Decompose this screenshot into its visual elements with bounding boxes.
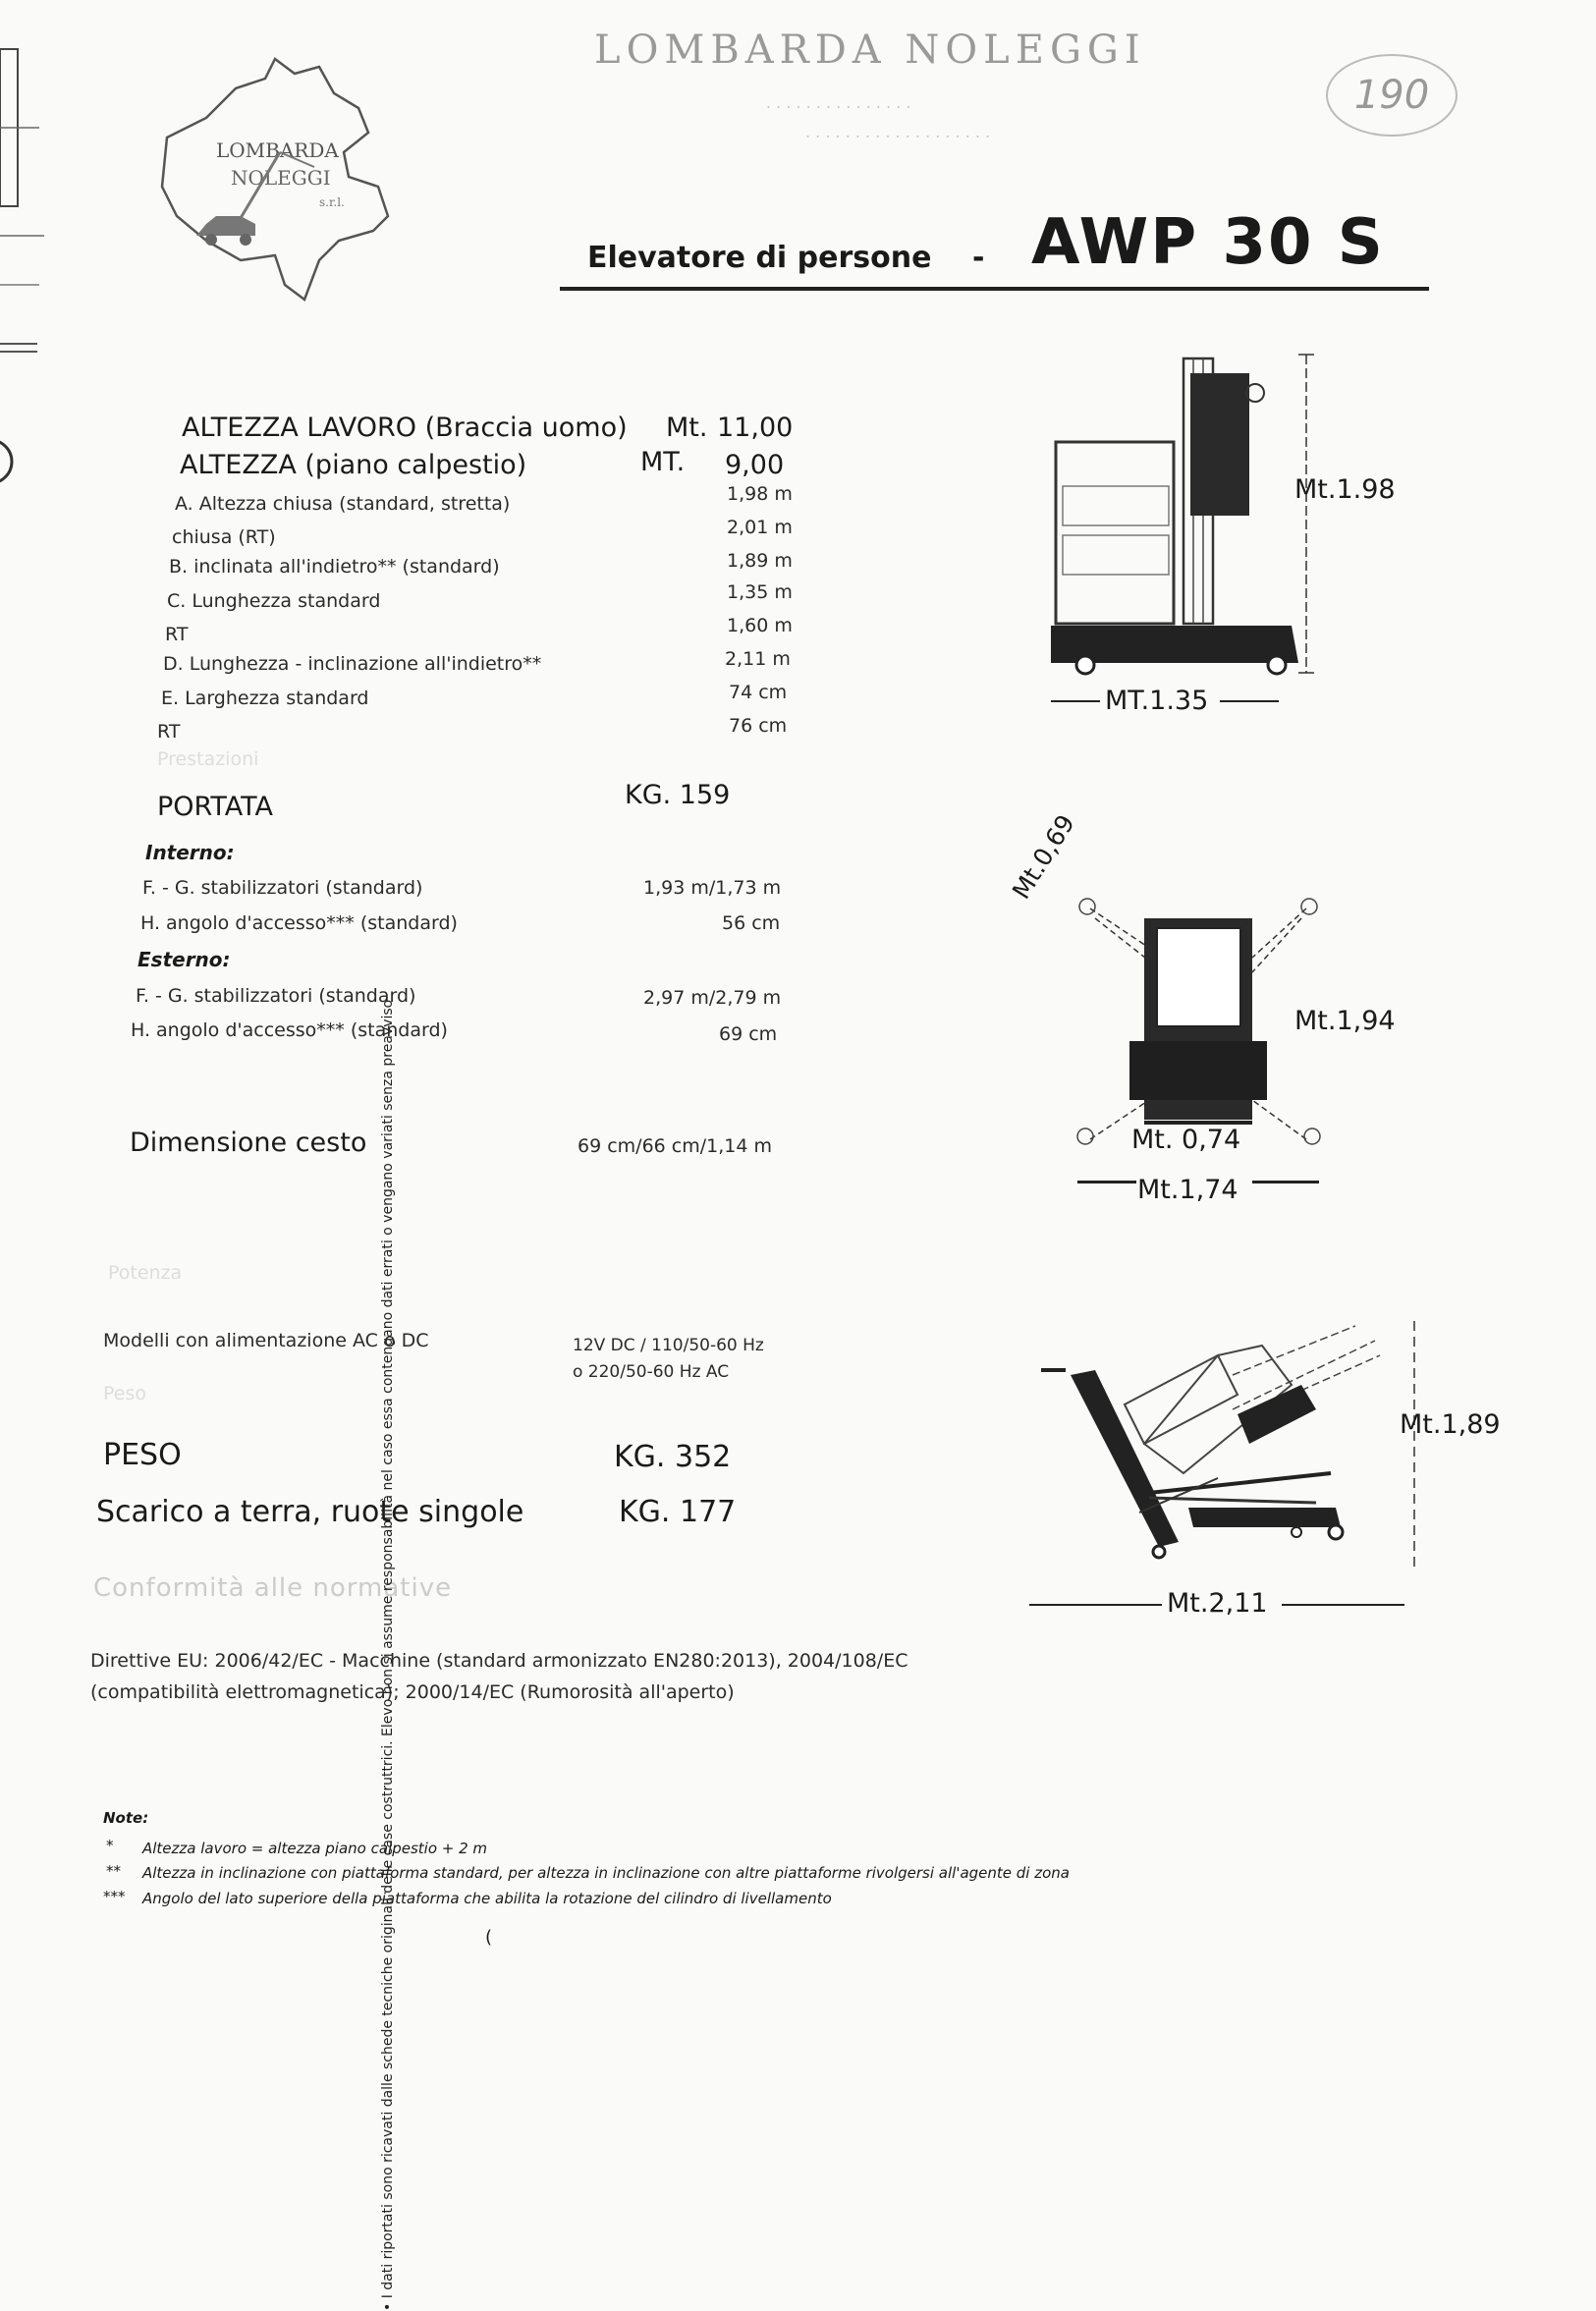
faded-label: Prestazioni [157,748,259,770]
spec-row-value: 76 cm [729,715,788,737]
note-text: Altezza lavoro = altezza piano calpestio + 2 m [142,1840,488,1857]
address-faded: . . . . . . . . . . . . . . . [766,93,911,112]
scarico-value: KG. 177 [619,1495,737,1529]
tilted-view-length: Mt.2,11 [1167,1588,1268,1619]
tilted-view-diagram [1021,1316,1434,1571]
faded-label: Potenza [108,1262,183,1284]
note-mark: *** [103,1888,126,1905]
logo-text-1: LOMBARDA [216,138,339,162]
peso-label: PESO [103,1438,182,1472]
note-text: Angolo del lato superiore della piattaforma che abilita la rotazione del cilindro di livellamento [142,1890,832,1907]
esterno-row-label: F. - G. stabilizzatori (standard) [136,985,416,1007]
dim-line [1077,1181,1136,1183]
interno-row-label: F. - G. stabilizzatori (standard) [142,877,423,899]
portata-label: PORTATA [157,792,273,822]
notes-heading: Note: [103,1809,149,1827]
platform-height-value: 9,00 [725,450,785,480]
stray-mark: ( [485,1927,493,1948]
faded-label: Peso [103,1383,146,1404]
interno-heading: Interno: [145,841,235,864]
note-mark: ** [106,1862,121,1880]
note-text: Altezza in inclinazione con piattaforma standard, per altezza in inclinazione con altre piattaforme rivolgersi all'agente di zona [142,1864,1070,1882]
platform-height-label: ALTEZZA (piano calpestio) [180,450,527,480]
title-dash: - [972,241,985,275]
top-view-height: Mt.1,94 [1294,1006,1396,1036]
interno-row-value: 56 cm [722,912,781,934]
top-view-diag: Mt.0,69 [1007,809,1080,905]
top-view-inner: Mt. 0,74 [1131,1125,1241,1155]
esterno-row-value: 69 cm [719,1023,778,1045]
spec-row-value: 1,89 m [727,550,793,572]
company-name: LOMBARDA NOLEGGI [594,28,1146,73]
dim-line [1252,1181,1319,1183]
spec-row-value: 74 cm [729,682,788,703]
dim-line [1220,700,1279,702]
spec-row-label: D. Lunghezza - inclinazione all'indietro** [163,653,542,675]
spec-row-label: A. Altezza chiusa (standard, stretta) [175,493,511,515]
logo-text-2: NOLEGGI [231,166,331,190]
address-faded-2: . . . . . . . . . . . . . . . . . . . [805,123,991,141]
directives-line-1: Direttive EU: 2006/42/EC - Macchine (standard armonizzato EN280:2013), 2004/108/EC [90,1650,908,1672]
side-view-length: MT.1.35 [1105,686,1209,716]
note-mark: * [106,1837,114,1854]
side-disclaimer: • I dati riportati sono ricavati dalle schede tecniche originali delle case costruttrici. Elevo non si assume responsabilità nel caso essa contengano dati errati o vengano variati senza preavviso [380,999,396,2311]
spec-row-value: 1,60 m [727,615,793,636]
esterno-heading: Esterno: [138,948,231,971]
binder-marks [0,39,59,550]
directives-line-2: (compatibilità elettromagnetica); 2000/14/EC (Rumorosità all'aperto) [90,1681,735,1703]
spec-row-label: RT [165,624,189,645]
spec-row-value: 2,11 m [725,648,791,670]
spec-row-label: C. Lunghezza standard [167,590,381,612]
cesto-label: Dimensione cesto [130,1128,367,1158]
dim-line [1282,1604,1404,1606]
esterno-row-value: 2,97 m/2,79 m [643,987,782,1009]
handwritten-stamp: 190 [1326,54,1458,137]
working-height-value: 11,00 [717,413,794,443]
power-value-1: 12V DC / 110/50-60 Hz [573,1336,764,1355]
title-underline [560,287,1429,291]
spec-row-value: 1,35 m [727,581,793,603]
side-view-diagram [1041,349,1454,683]
company-logo [147,49,403,314]
working-height-unit: Mt. [666,413,708,443]
scarico-label: Scarico a terra, ruote singole [96,1495,524,1529]
spec-row-label: RT [157,721,181,743]
subtitle: Elevatore di persone [587,241,932,275]
tilted-view-height: Mt.1,89 [1400,1409,1501,1440]
interno-row-value: 1,93 m/1,73 m [643,877,782,899]
faded-label: Conformità alle normative [93,1573,453,1603]
dim-line [1029,1604,1162,1606]
side-view-height: Mt.1.98 [1294,474,1396,505]
logo-text-3: s.r.l. [319,195,345,209]
portata-value: KG. 159 [625,780,731,810]
platform-height-unit: MT. [640,447,686,477]
top-view-width: Mt.1,74 [1137,1175,1238,1205]
interno-row-label: H. angolo d'accesso*** (standard) [140,912,458,934]
peso-value: KG. 352 [614,1440,732,1474]
spec-row-value: 2,01 m [727,517,793,538]
esterno-row-label: H. angolo d'accesso*** (standard) [131,1019,448,1041]
model-title: AWP 30 S [1031,206,1385,279]
cesto-value: 69 cm/66 cm/1,14 m [578,1135,772,1157]
spec-row-value: 1,98 m [727,483,793,505]
spec-row-label: chiusa (RT) [172,526,276,548]
power-value-2: o 220/50-60 Hz AC [573,1362,730,1382]
spec-row-label: B. inclinata all'indietro** (standard) [169,556,500,578]
dim-line [1051,700,1100,702]
power-label: Modelli con alimentazione AC o DC [103,1330,429,1351]
spec-row-label: E. Larghezza standard [161,688,369,709]
working-height-label: ALTEZZA LAVORO (Braccia uomo) [182,413,628,443]
